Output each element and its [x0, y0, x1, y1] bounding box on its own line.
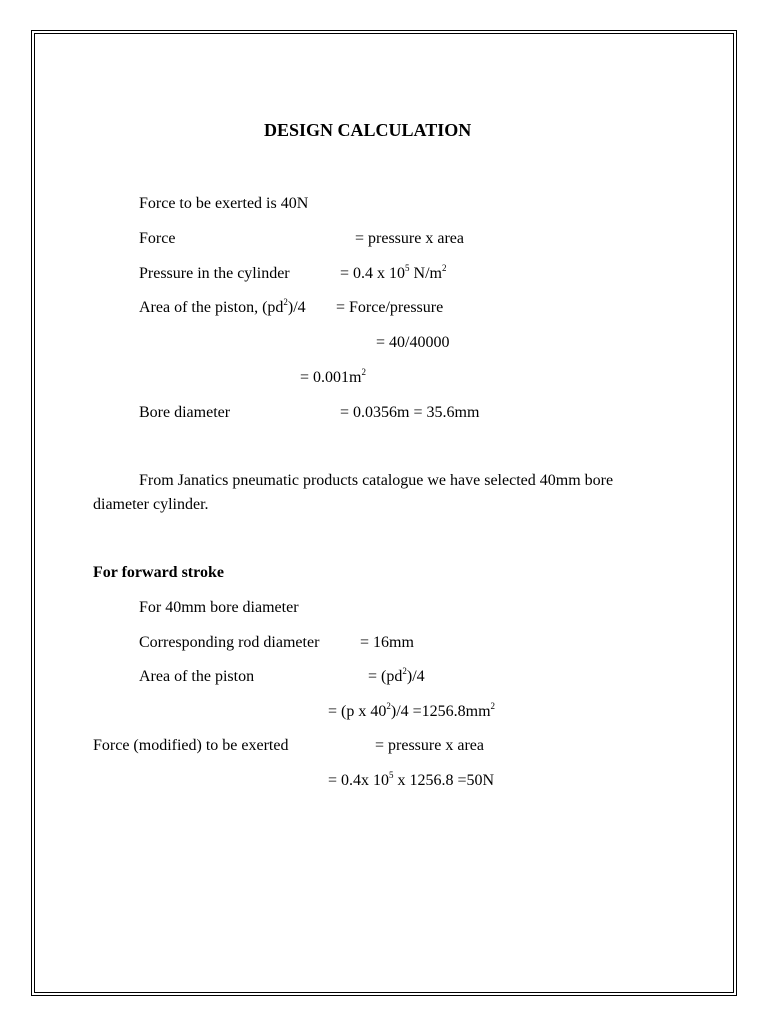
- force-exerted-line: Force to be exerted is 40N: [139, 195, 309, 212]
- force-value: = pressure x area: [355, 230, 464, 247]
- area-step-2: = $0.001m^2$: [300, 367, 366, 386]
- forward-area-calc: = (p x $40^2)/4 =1256.8mm^2$: [328, 701, 496, 720]
- area-value: = Force/pressure: [336, 299, 444, 316]
- modified-force-label: Force (modified) to be exerted: [93, 737, 289, 754]
- forward-area-label: Area of the piston: [139, 668, 255, 685]
- page-border-inner: [34, 33, 734, 993]
- pressure-value: = 0.4 x $10^5$ $N/m^2$: [340, 263, 447, 282]
- paragraph-line-2: diameter cylinder.: [93, 496, 209, 513]
- modified-force-value: = pressure x area: [375, 737, 484, 754]
- rod-label: Corresponding rod diameter: [139, 634, 320, 651]
- force-label: Force: [139, 230, 176, 247]
- bore-label: Bore diameter: [139, 404, 231, 421]
- modified-force-calc: = 0.4x $10^5$ x 1256.8 =50N: [328, 770, 495, 789]
- forward-bore-line: For 40mm bore diameter: [139, 599, 299, 616]
- forward-area-value: = $(pd^2)/4$: [368, 666, 425, 685]
- area-label: Area of the piston, $(pd^2)/4$: [139, 297, 306, 316]
- forward-stroke-heading: For forward stroke: [93, 564, 224, 581]
- bore-value: = 0.0356m = 35.6mm: [340, 404, 480, 421]
- rod-value: = 16mm: [360, 634, 414, 651]
- document-title: DESIGN CALCULATION: [264, 120, 472, 140]
- paragraph-line-1: From Janatics pneumatic products catalogue we have selected 40mm bore: [139, 472, 614, 489]
- area-step-1: = 40/40000: [376, 334, 450, 351]
- pressure-label: Pressure in the cylinder: [139, 265, 290, 282]
